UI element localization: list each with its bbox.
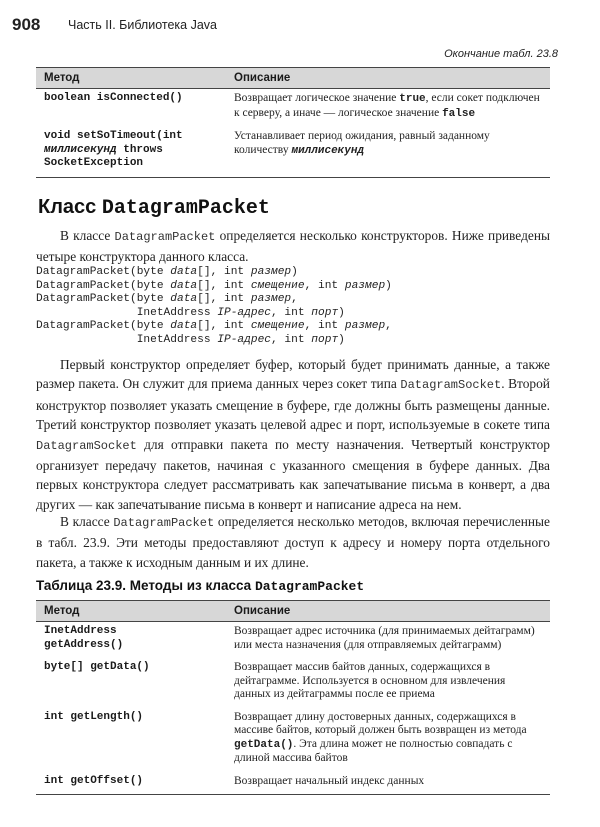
code-line: DatagramPacket(byte data[], int размер) — [36, 266, 298, 278]
method-signature: void setSoTimeout(int миллисекунд throws SocketException — [36, 127, 226, 177]
method-signature: byte[] getData() — [44, 661, 150, 673]
table-title: Таблица 23.9. Методы из класса DatagramPacket — [36, 578, 365, 594]
method-description: Возвращает логическое значение true, если сокет подключен к серверу, а иначе — логическое значение false — [234, 92, 540, 120]
method-description: Возвращает начальный индекс данных — [226, 772, 550, 795]
method-description: Возвращает массив байтов данных, содержащихся в дейтаграмме. Используется в основном для извлечения данных из дейтаграммы после ее приема — [234, 661, 506, 700]
code-line: DatagramPacket(byte data[], int смещение, int размер, — [36, 320, 392, 333]
method-signature: int getOffset() — [36, 772, 226, 795]
table-header-row — [36, 68, 550, 89]
method-signature: InetAddress getAddress() — [44, 625, 124, 651]
code-line: DatagramPacket(byte data[], int размер, — [36, 293, 298, 306]
page-number: 908 — [12, 15, 41, 34]
method-signature: int getLength() — [44, 710, 144, 723]
paragraph: В классе DatagramPacket определяется несколько конструкторов. Ниже приведены четыре конструктора данного класса. — [36, 228, 550, 265]
table-header-row — [36, 601, 550, 622]
methods-table — [36, 600, 550, 795]
code-line: DatagramPacket(byte data[], int смещение, int размер) — [36, 279, 392, 292]
running-title: Часть II. Библиотека Java — [68, 18, 217, 32]
method-description: Устанавливает период ожидания, равный заданному количеству миллисекунд — [226, 127, 550, 177]
table-row — [36, 772, 550, 795]
table-row — [36, 127, 550, 177]
column-header-method: Метод — [36, 601, 226, 622]
column-header-method: Метод — [36, 68, 226, 89]
table-continued-caption: Окончание табл. 23.8 — [444, 48, 558, 60]
table-row — [36, 658, 550, 708]
code-listing — [36, 266, 392, 348]
table-row — [36, 622, 550, 659]
methods-table-continued — [36, 67, 550, 178]
page-header — [12, 15, 560, 37]
column-header-description: Описание — [226, 601, 550, 622]
method-description: Возвращает адрес источника (для принимаемых дейтаграмм) или места назначения (для отправляемых дейтаграмм) — [234, 625, 535, 651]
table-row — [36, 89, 550, 128]
paragraph: Первый конструктор определяет буфер, который будет принимать данные, а также размер пакета. Он служит для приема данных через сокет типа DatagramSocket. Второй конструктор позволяет указать смещение в буфере, где должны быть размещены данные. Третий конструктор позволяет указать целевой адрес и порт, используемые в сокете типа DatagramSocket для отправки пакета по месту назначения. Четвертый конструктор организует передачу пакетов, начиная с указанного смещения в буфере данных. Два первых конструктора следует рассматривать как запечатывание письма в конверт, а два других — как запечатывание письма в конверт и написание адреса на нем. — [36, 357, 550, 512]
code-line: InetAddress IP-адрес, int порт) — [36, 306, 345, 319]
paragraph: В классе DatagramPacket определяется несколько методов, включая перечисленные в табл. 23.9. Эти методы предоставляют доступ к адресу и номеру порта отдельного пакета, а также к исходным данным и их длине. — [36, 514, 550, 570]
method-signature: boolean isConnected() — [44, 92, 183, 104]
method-description: Возвращает длину достоверных данных, содержащихся в массиве байтов, который должен быть возвращен из метода getData(). Эта длина может не полностью совпадать с длиной массива байтов — [234, 710, 527, 764]
column-header-description: Описание — [226, 68, 550, 89]
code-line: InetAddress IP-адрес, int порт) — [36, 333, 345, 346]
table-row — [36, 708, 550, 772]
section-heading: Класс DatagramPacket — [38, 196, 270, 220]
